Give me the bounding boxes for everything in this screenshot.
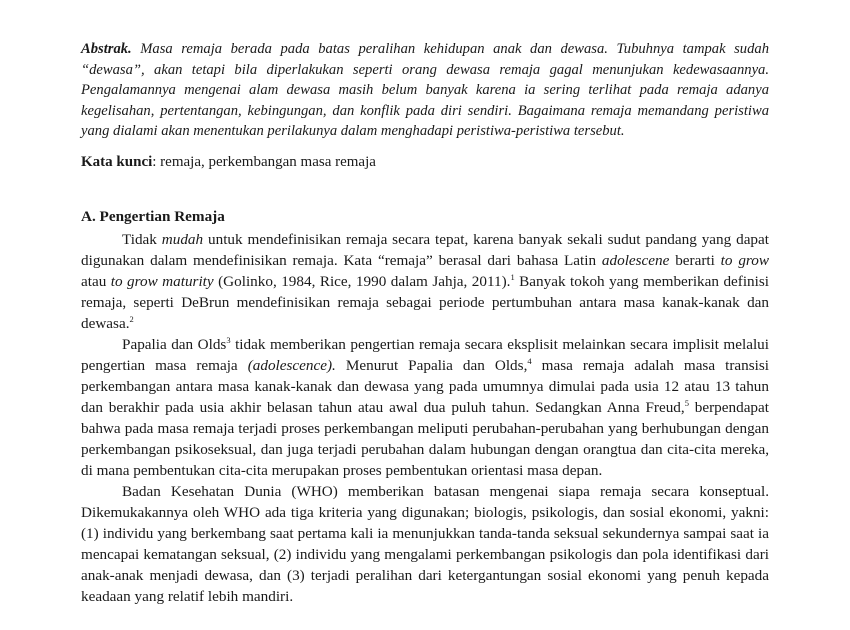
footnote-ref: 3 bbox=[226, 334, 231, 345]
text-run: (Golinko, 1984, Rice, 1990 dalam Jahja, 2011). bbox=[213, 272, 511, 290]
text-run: berarti bbox=[669, 251, 721, 269]
text-run: Badan Kesehatan Dunia (WHO) memberikan batasan mengenai siapa remaja secara konseptual. Dikemukakannya oleh WHO ada tiga kriteria yang digunakan; biologis, psikologis, dan sosial ekonomi, yakni: (1) individu yang berkembang saat pertama kali ia menunjukkan tanda-tanda seksual sekundernya sampai saat ia mencapai kematangan seksual, (2) individu yang mengalami perkembangan psikologis dan pola identifikasi dari anak-anak menjadi dewasa, dan (3) terjadi peralihan dari ketergantungan sosial ekonomi yang penuh kepada keadaan yang relatif lebih mandiri. bbox=[81, 482, 769, 605]
text-run: Banyak tokoh yang memberikan definisi remaja, seperti DeBrun mendefinisikan remaja sebagai periode pertumbuhan antara masa kanak-kanak dan dewasa. bbox=[81, 272, 769, 332]
section-heading: A. Pengertian Remaja bbox=[81, 207, 225, 225]
emphasis: (adolescence). bbox=[247, 356, 336, 374]
text-run: Papalia dan Olds bbox=[122, 335, 227, 353]
paragraph-papalia-olds bbox=[81, 334, 769, 481]
emphasis: adolescene bbox=[601, 251, 670, 269]
text-run: atau bbox=[81, 272, 111, 290]
text-run: untuk mendefinisikan remaja secara tepat, karena banyak sekali sudut pandang yang dapat digunakan dalam mendefinisikan remaja. Kata “remaja” berasal dari bahasa Latin bbox=[81, 230, 769, 269]
footnote-ref: 4 bbox=[527, 355, 532, 366]
emphasis: mudah bbox=[161, 230, 204, 248]
text-run: tidak memberikan pengertian remaja secara eksplisit melainkan secara implisit melalui pengertian masa remaja bbox=[81, 335, 769, 374]
keywords-text: : remaja, perkembangan masa remaja bbox=[152, 153, 376, 170]
emphasis: to grow bbox=[720, 251, 769, 269]
abstract-label: Abstrak. bbox=[81, 41, 132, 57]
abstract bbox=[81, 39, 769, 142]
keywords bbox=[81, 152, 769, 172]
footnote-ref: 5 bbox=[684, 397, 689, 408]
abstract-text: Masa remaja berada pada batas peralihan kehidupan anak dan dewasa. Tubuhnya tampak sudah “dewasa”, akan tetapi bila diperlakukan seperti orang dewasa remaja gagal menunjukan kedewasaannya. Pengalamannya mengenai alam dewasa masih belum banyak karena ia sering terlihat pada remaja adanya kegelisahan, pertentangan, kebingungan, dan konflik pada diri sendiri. Bagaimana remaja memandang peristiwa yang dialami akan menentukan perilakunya dalam menghadapi peristiwa-peristiwa tersebut. bbox=[81, 41, 769, 140]
text-run: Menurut Papalia dan Olds, bbox=[335, 356, 528, 374]
emphasis: to grow maturity bbox=[110, 272, 214, 290]
text-run: Tidak bbox=[122, 230, 162, 248]
keywords-label: Kata kunci bbox=[81, 153, 153, 170]
paragraph-definition bbox=[81, 229, 769, 334]
footnote-ref: 1 bbox=[510, 271, 515, 282]
paragraph-who bbox=[81, 481, 769, 607]
footnote-ref: 2 bbox=[129, 313, 134, 324]
text-run: berpendapat bahwa pada masa remaja terjadi proses perkembangan meliputi perubahan-perubahan yang berhubungan dengan perkembangan psikoseksual, dan juga terjadi perubahan dalam hubungan dengan orangtua dan cita-cita mereka, di mana pembentukan cita-cita merupakan proses pembentukan orientasi masa depan. bbox=[81, 398, 769, 479]
text-run: masa remaja adalah masa transisi perkembangan antara masa kanak-kanak dan dewasa yang pada umumnya dimulai pada usia 12 atau 13 tahun dan berakhir pada usia akhir belasan tahun atau awal dua puluh tahun. Sedangkan Anna Freud, bbox=[81, 356, 769, 416]
page-content bbox=[81, 39, 769, 607]
